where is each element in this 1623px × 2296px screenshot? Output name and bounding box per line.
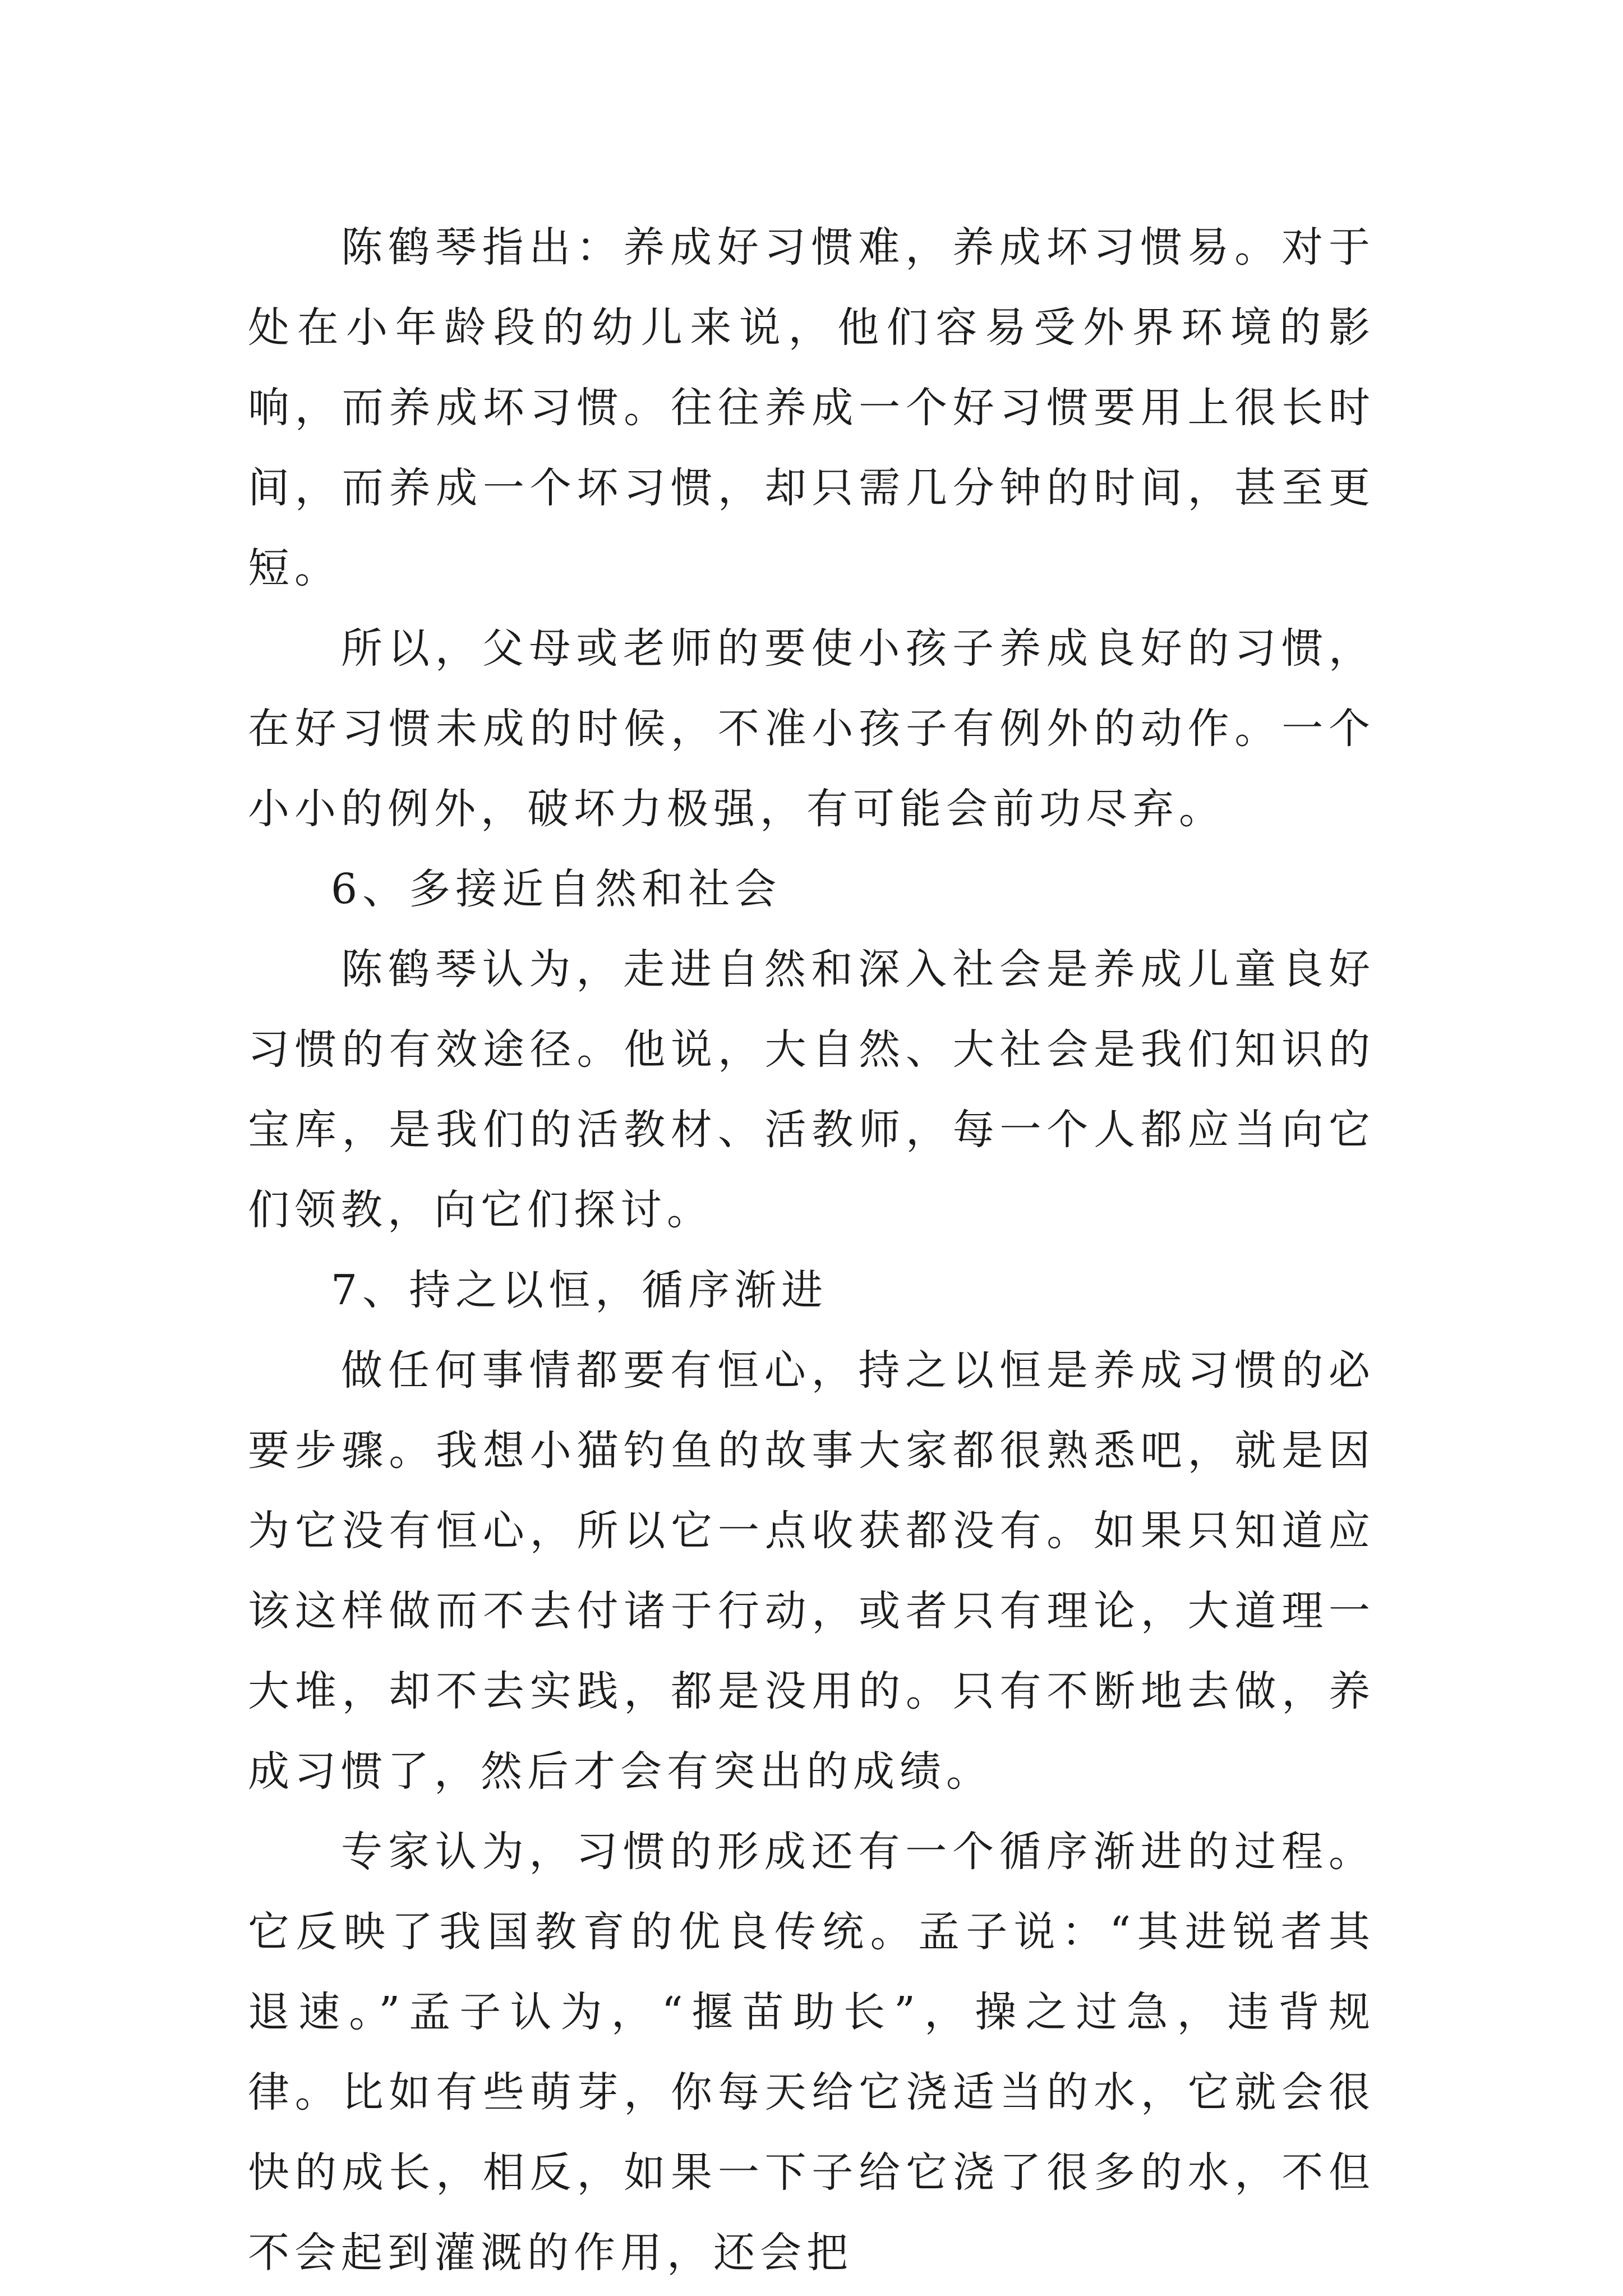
paragraph-perseverance: 做任何事情都要有恒心，持之以恒是养成习惯的必要步骤。我想小猫钓鱼的故事大家都很熟悉吧，就是因为它没有恒心，所以它一点收获都没有。如果只知道应该这样做而不去付诸于行动，或者只有理论，大道理一大堆，却不去实践，都是没用的。只有不断地去做，养成习惯了，然后才会有突出的成绩。 — [248, 1346, 1375, 1796]
section-heading-perseverance: 7、持之以恒，循序渐进 — [331, 1266, 828, 1314]
paragraph-gradual-progress: 专家认为，习惯的形成还有一个循序渐进的过程。它反映了我国教育的优良传统。孟子说：“其进锐者其退速。”孟子认为，“揠苗助长”，操之过急，违背规律。比如有些萌芽，你每天给它浇适当的水，它就会很快的成长，相反，如果一下子给它浇了很多的水，不但不会起到灌溉的作用，还会把 — [248, 1828, 1375, 2277]
paragraph-habit-difficulty: 陈鹤琴指出：养成好习惯难，养成坏习惯易。对于处在小年龄段的幼儿来说，他们容易受外界环境的影响，而养成坏习惯。往往养成一个好习惯要用上很长时间，而养成一个坏习惯，却只需几分钟的时间，甚至更短。 — [248, 223, 1375, 592]
section-heading-nature-society: 6、多接近自然和社会 — [331, 865, 782, 913]
paragraph-no-exceptions: 所以，父母或老师的要使小孩子养成良好的习惯，在好习惯未成的时候，不准小孩子有例外的动作。一个小小的例外，破坏力极强，有可能会前功尽弃。 — [248, 624, 1375, 833]
document-body — [248, 208, 1375, 2293]
paragraph-nature-society: 陈鹤琴认为，走进自然和深入社会是养成儿童良好习惯的有效途径。他说，大自然、大社会是我们知识的宝库，是我们的活教材、活教师，每一个人都应当向它们领教，向它们探讨。 — [248, 945, 1375, 1234]
